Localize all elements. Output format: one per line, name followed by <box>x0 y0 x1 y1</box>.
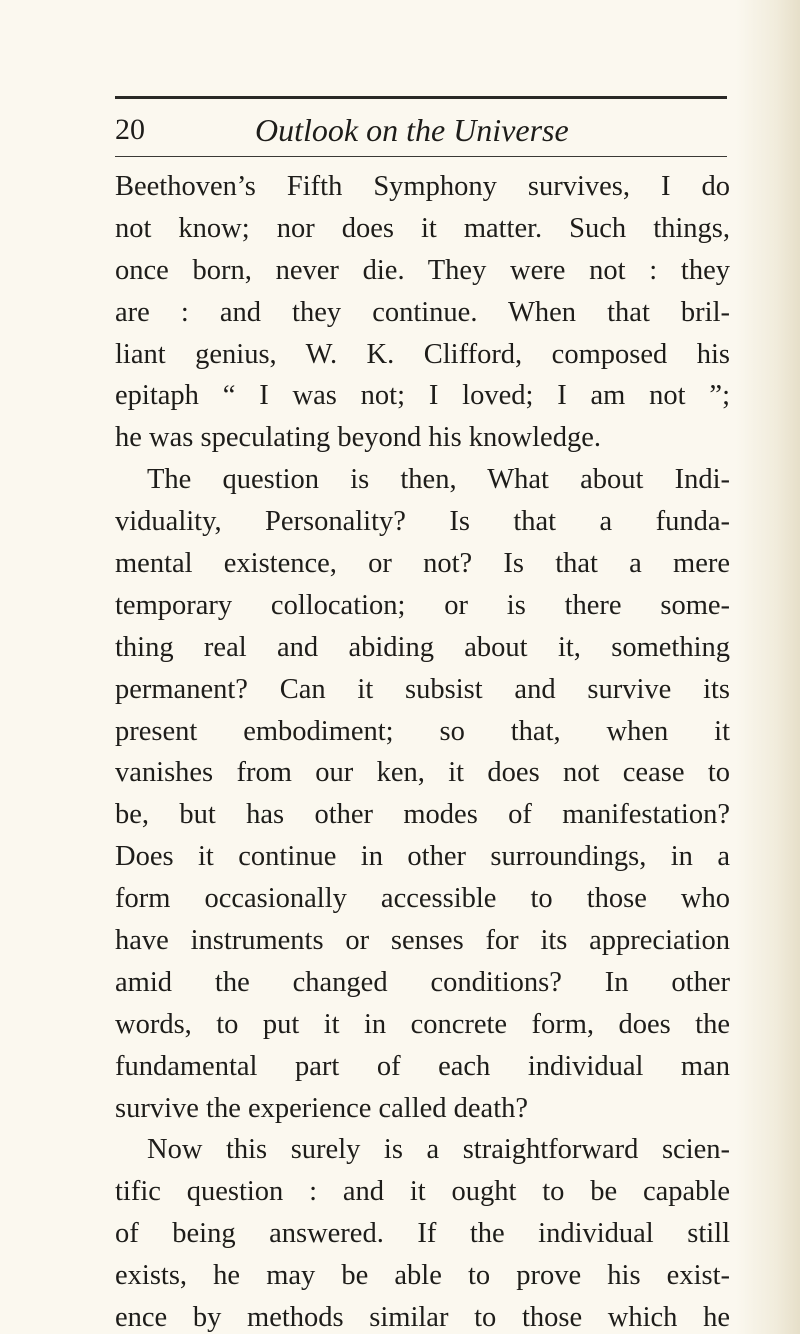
text-line: Does it continue in other surroundings, in a <box>115 841 730 873</box>
header-bottom-rule <box>115 156 727 157</box>
page-number: 20 <box>115 113 145 146</box>
text-line: The question is then, What about Indi- <box>147 464 730 496</box>
text-line: Now this surely is a straightforward scien- <box>147 1134 730 1166</box>
text-line: ence by methods similar to those which he <box>115 1302 730 1334</box>
text-line: viduality, Personality? Is that a funda- <box>115 506 730 538</box>
body-text <box>115 166 730 1334</box>
text-line: vanishes from our ken, it does not cease to <box>115 757 730 789</box>
text-line: he was speculating beyond his knowledge. <box>115 422 601 454</box>
text-line: epitaph “ I was not; I loved; I am not ”; <box>115 380 730 412</box>
text-line: Beethoven’s Fifth Symphony survives, I do <box>115 171 730 202</box>
text-line: liant genius, W. K. Clifford, composed his <box>115 338 730 370</box>
text-line: not know; nor does it matter. Such things, <box>115 212 730 244</box>
header-top-rule <box>115 96 727 99</box>
text-line: have instruments or senses for its appreciation <box>115 925 730 957</box>
running-title: Outlook on the Universe <box>255 112 569 148</box>
text-line: once born, never die. They were not : they <box>115 254 730 286</box>
text-line: words, to put it in concrete form, does the <box>115 1008 730 1040</box>
text-line: of being answered. If the individual still <box>115 1218 730 1250</box>
text-line: be, but has other modes of manifestation? <box>115 799 730 831</box>
text-line: permanent? Can it subsist and survive its <box>115 673 730 705</box>
running-header <box>115 108 735 152</box>
text-line: tific question : and it ought to be capable <box>115 1176 730 1208</box>
text-line: are : and they continue. When that bril- <box>115 296 730 328</box>
text-line: exists, he may be able to prove his exist- <box>115 1260 730 1292</box>
text-line: thing real and abiding about it, something <box>115 631 730 663</box>
text-line: survive the experience called death? <box>115 1092 529 1124</box>
text-line: temporary collocation; or is there some- <box>115 589 730 621</box>
text-line: fundamental part of each individual man <box>115 1050 730 1082</box>
text-line: mental existence, or not? Is that a mere <box>115 548 730 580</box>
text-line: amid the changed conditions? In other <box>115 966 730 998</box>
text-line: form occasionally accessible to those who <box>115 883 730 915</box>
text-line: present embodiment; so that, when it <box>115 715 730 747</box>
